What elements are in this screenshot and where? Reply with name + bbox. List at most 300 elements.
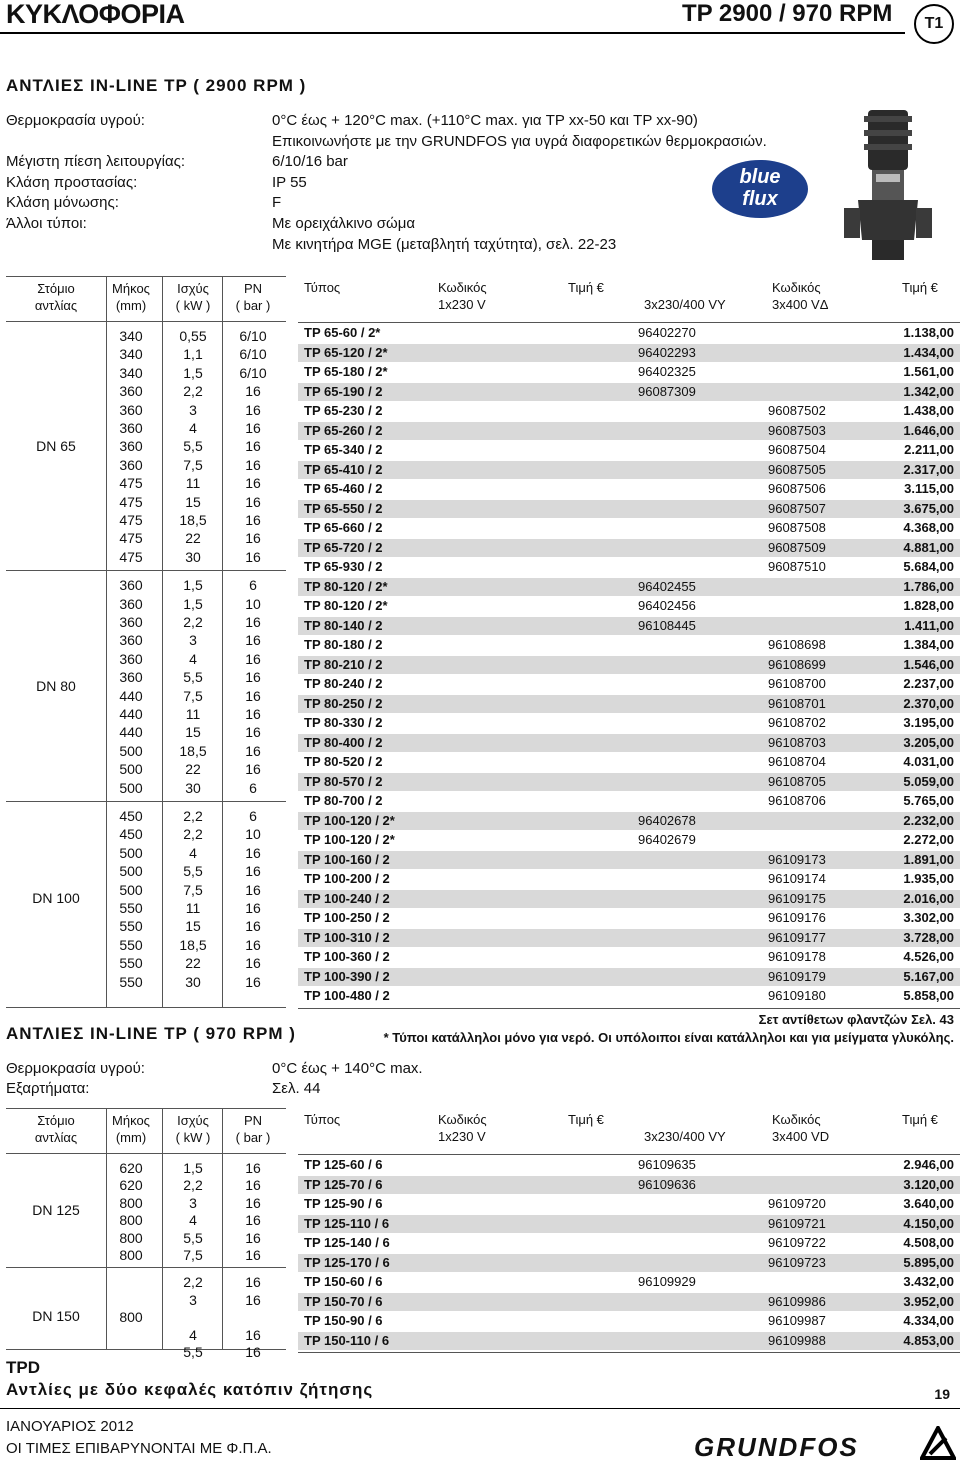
header-line1: Τιμή € (568, 1112, 604, 1127)
pn-cell: 6 (249, 808, 257, 824)
product-type: TP 80-240 / 2 (304, 676, 383, 691)
header-line2: (mm) (115, 298, 147, 313)
header-line1: Τιμή € (902, 1112, 938, 1127)
product-type: TP 65-550 / 2 (304, 500, 383, 516)
header-line2 (304, 1128, 340, 1145)
header-line1: Στόμιο (37, 281, 75, 296)
spec-value: F (272, 194, 282, 212)
power-cell: 3 (189, 401, 197, 418)
product-row (298, 422, 960, 440)
price: 3.432,00 (903, 1274, 954, 1289)
spec-value: 0°C έως + 140°C max. (272, 1060, 423, 1077)
product-row (298, 1176, 960, 1194)
price-table-970 (298, 1108, 960, 1348)
price: 4.150,00 (903, 1215, 954, 1231)
price: 5.684,00 (903, 559, 954, 574)
product-type: TP 80-120 / 2* (304, 598, 388, 613)
table-row (6, 382, 286, 400)
length-cell: 360 (119, 420, 143, 436)
code-3x400: 96087503 (768, 422, 826, 438)
price: 5.895,00 (903, 1254, 954, 1270)
product-row (298, 812, 960, 830)
product-row (298, 792, 960, 810)
price: 1.434,00 (903, 344, 954, 360)
header-cell (106, 1112, 156, 1146)
pn-cell: 16 (245, 705, 261, 722)
length-cell: 360 (119, 650, 143, 667)
product-row (298, 1293, 960, 1311)
table-header (6, 1109, 286, 1147)
badge-line1: blue (739, 166, 781, 188)
header-cell (304, 279, 340, 313)
product-type: TP 65-60 / 2* (304, 325, 381, 340)
power-cell: 15 (185, 493, 201, 510)
code-3x400: 96108702 (768, 715, 826, 730)
table-row (6, 807, 286, 825)
pn-cell: 16 (245, 456, 261, 473)
pn-cell: 16 (245, 900, 261, 916)
table-row (6, 687, 286, 705)
group-name: DN 150 (32, 1307, 80, 1324)
header-line2 (568, 1128, 604, 1145)
length-cell: 450 (119, 826, 143, 843)
table-row (6, 474, 286, 492)
power-cell: 4 (189, 420, 197, 436)
code-3x400: 96108706 (768, 793, 826, 808)
length-cell: 800 (119, 1229, 143, 1246)
code-3x400: 96109173 (768, 851, 826, 867)
power-cell: 4 (189, 1326, 197, 1343)
table-row (6, 1291, 286, 1309)
power-cell: 30 (185, 779, 201, 796)
length-cell: 450 (119, 808, 143, 824)
pn-cell: 16 (245, 475, 261, 492)
price: 5.765,00 (903, 793, 954, 808)
product-type: TP 100-200 / 2 (304, 871, 390, 886)
product-type: TP 125-140 / 6 (304, 1235, 390, 1250)
product-row (298, 1234, 960, 1252)
power-cell: 5,5 (183, 438, 203, 455)
product-row (298, 480, 960, 498)
table-row (6, 899, 286, 917)
table-row (6, 345, 286, 363)
table-row (6, 1326, 286, 1344)
price: 1.828,00 (903, 598, 954, 613)
table-row (6, 1194, 286, 1212)
price: 3.728,00 (903, 929, 954, 945)
code-1x230: 96402456 (638, 598, 696, 613)
table-header (298, 276, 960, 314)
header-line2: ( bar ) (235, 298, 271, 313)
product-row (298, 656, 960, 674)
product-row (298, 636, 960, 654)
table-row (6, 613, 286, 631)
price: 4.526,00 (903, 949, 954, 964)
spec-value: IP 55 (272, 173, 307, 191)
table-header (298, 1108, 960, 1146)
length-cell: 475 (119, 548, 143, 565)
product-row (298, 773, 960, 791)
code-3x400: 96109180 (768, 988, 826, 1003)
table-row (6, 1211, 286, 1229)
product-type: TP 80-180 / 2 (304, 637, 383, 652)
group-name: DN 80 (36, 677, 76, 694)
header-left-title: ΚΥΚΛΟΦΟΡΙΑ (6, 0, 185, 29)
product-row (298, 597, 960, 615)
table-row (6, 973, 286, 991)
badge-line2: flux (742, 188, 778, 210)
header-cell (438, 279, 487, 313)
length-cell: 500 (119, 863, 143, 880)
product-row (298, 870, 960, 888)
product-row (298, 987, 960, 1005)
power-cell: 1,5 (183, 364, 203, 381)
header-line2: 3x400 VΔ (772, 297, 829, 312)
product-row (298, 695, 960, 713)
price: 1.342,00 (903, 383, 954, 399)
group-name: DN 100 (32, 890, 80, 906)
price: 1.138,00 (903, 325, 954, 340)
header-line2 (304, 296, 340, 313)
pn-cell: 16 (245, 1291, 261, 1308)
section1-title: ΑΝΤΛΙΕΣ IN-LINE TP ( 2900 RPM ) (6, 76, 307, 95)
code-3x400: 96109988 (768, 1332, 826, 1348)
length-cell: 440 (119, 724, 143, 741)
power-cell: 15 (185, 918, 201, 935)
spec-value: Σελ. 44 (272, 1080, 321, 1097)
product-row (298, 1273, 960, 1291)
spec-value: Επικοινωνήστε με την GRUNDFOS για υγρά διαφορετικών θερμοκρασιών. (272, 132, 767, 150)
product-type: TP 100-360 / 2 (304, 949, 390, 964)
spec-table-970 (6, 1108, 286, 1360)
pn-cell: 16 (245, 613, 261, 630)
table-row (6, 493, 286, 511)
product-row (298, 344, 960, 362)
table-row (6, 1246, 286, 1264)
length-cell: 500 (119, 742, 143, 759)
code-3x400: 96108698 (768, 637, 826, 652)
code-3x400: 96087510 (768, 559, 826, 574)
product-type: TP 80-250 / 2 (304, 695, 383, 711)
pn-cell: 16 (245, 724, 261, 741)
price: 4.508,00 (903, 1235, 954, 1250)
product-type: TP 100-390 / 2 (304, 968, 390, 984)
header-line1 (644, 1111, 726, 1128)
length-cell: 360 (119, 669, 143, 686)
header-line1: Μήκος (112, 281, 150, 296)
table-row (6, 705, 286, 723)
code-1x230: 96109636 (638, 1176, 696, 1192)
header-cell (644, 279, 726, 313)
product-type: TP 100-310 / 2 (304, 929, 390, 945)
product-row (298, 734, 960, 752)
header-line1: Τύπος (304, 1112, 341, 1127)
header-line2 (902, 1128, 938, 1145)
pn-cell: 16 (245, 1160, 261, 1176)
pn-cell: 16 (245, 548, 261, 565)
row-group (6, 321, 286, 571)
grundfos-mark-icon (920, 1426, 956, 1460)
power-cell: 22 (185, 530, 201, 547)
price: 5.059,00 (903, 773, 954, 789)
table-row (6, 760, 286, 778)
length-cell: 475 (119, 475, 143, 492)
product-row (298, 1332, 960, 1350)
pn-cell: 16 (245, 383, 261, 400)
product-type: TP 65-930 / 2 (304, 559, 383, 574)
length-cell: 360 (119, 383, 143, 400)
length-cell: 340 (119, 346, 143, 363)
header-line1: Κωδικός (438, 1112, 487, 1127)
header-cell (772, 279, 828, 313)
power-cell: 7,5 (183, 881, 203, 898)
table-row (6, 779, 286, 797)
code-3x400: 96087509 (768, 539, 826, 555)
price: 2.946,00 (903, 1157, 954, 1172)
power-cell: 2,2 (183, 613, 203, 630)
power-cell: 5,5 (183, 863, 203, 880)
power-cell: 18,5 (179, 742, 207, 759)
length-cell: 550 (119, 973, 143, 990)
spec-value: Με κινητήρα MGE (μεταβλητή ταχύτητα), σελ. 22-23 (272, 235, 617, 253)
pn-cell: 16 (245, 844, 261, 861)
product-type: TP 150-60 / 6 (304, 1274, 383, 1289)
product-type: TP 80-140 / 2 (304, 617, 383, 633)
code-3x400: 96087502 (768, 403, 826, 418)
header-cell (772, 1111, 829, 1145)
spec-label: Άλλοι τύποι: (6, 215, 87, 232)
code-3x400: 96108701 (768, 695, 826, 711)
price: 2.232,00 (903, 812, 954, 828)
power-cell: 3 (189, 632, 197, 649)
spec-label: Εξαρτήματα: (6, 1080, 90, 1097)
header-line1: Ισχύς (177, 1113, 209, 1128)
spec-label: Κλάση προστασίας: (6, 173, 138, 191)
power-cell: 30 (185, 548, 201, 565)
spec-value: Με ορειχάλκινο σώμα (272, 215, 416, 232)
product-row (298, 753, 960, 771)
code-3x400: 96109179 (768, 968, 826, 984)
pn-cell: 16 (245, 493, 261, 510)
table-row (6, 936, 286, 954)
product-row (298, 851, 960, 869)
header-line2: ( kW ) (175, 1130, 211, 1145)
power-cell: 2,2 (183, 1274, 203, 1291)
price: 4.368,00 (903, 520, 954, 535)
product-row (298, 1215, 960, 1233)
table-row (6, 844, 286, 862)
power-cell: 5,5 (183, 1229, 203, 1246)
price: 1.384,00 (903, 637, 954, 652)
length-cell: 620 (119, 1160, 143, 1176)
product-type: TP 100-160 / 2 (304, 851, 390, 867)
power-cell: 1,1 (183, 346, 203, 363)
product-type: TP 80-120 / 2* (304, 578, 388, 594)
header-line2: αντλίας (34, 1130, 78, 1145)
product-type: TP 125-170 / 6 (304, 1254, 390, 1270)
header-cell (644, 1111, 726, 1145)
length-cell: 360 (119, 613, 143, 630)
header-cell (902, 279, 938, 313)
table-row (6, 576, 286, 594)
product-type: TP 65-720 / 2 (304, 539, 383, 555)
power-cell: 1,5 (183, 595, 203, 612)
code-1x230: 96109929 (638, 1274, 696, 1289)
header-line2: ( kW ) (175, 298, 211, 313)
pn-cell: 16 (245, 669, 261, 686)
pn-cell: 16 (245, 512, 261, 528)
header-line2: ( bar ) (235, 1130, 271, 1145)
product-type: TP 150-90 / 6 (304, 1313, 383, 1328)
code-3x400: 96108699 (768, 656, 826, 672)
price: 3.120,00 (903, 1176, 954, 1192)
footer-date: ΙΑΝΟΥΑΡΙΟΣ 2012 (6, 1418, 134, 1435)
product-type: TP 100-480 / 2 (304, 988, 390, 1003)
power-cell: 2,2 (183, 808, 203, 824)
header-cell (568, 279, 604, 313)
length-cell: 360 (119, 401, 143, 418)
code-3x400: 96109174 (768, 871, 826, 886)
code-3x400: 96109723 (768, 1254, 826, 1270)
price: 3.115,00 (904, 481, 954, 496)
table-row (6, 364, 286, 382)
price: 1.546,00 (903, 656, 954, 672)
table-row (6, 917, 286, 935)
length-cell: 800 (119, 1247, 143, 1263)
pn-cell: 16 (245, 687, 261, 704)
price: 3.302,00 (903, 910, 954, 925)
code-3x400: 96087506 (768, 481, 826, 496)
product-type: TP 80-330 / 2 (304, 715, 383, 730)
pn-cell: 16 (245, 742, 261, 759)
price: 4.031,00 (903, 754, 954, 769)
spec-value: 6/10/16 bar (272, 153, 348, 171)
code-1x230: 96108445 (638, 617, 696, 633)
row-group (6, 1153, 286, 1268)
table-row (6, 1308, 286, 1326)
product-type: TP 65-190 / 2 (304, 383, 383, 399)
price: 4.881,00 (903, 539, 954, 555)
header-cell (168, 1112, 218, 1146)
length-cell: 550 (119, 900, 143, 916)
product-type: TP 80-400 / 2 (304, 734, 383, 750)
table-body (298, 322, 960, 1009)
product-row (298, 890, 960, 908)
pn-cell: 6/10 (239, 328, 267, 344)
length-cell: 360 (119, 595, 143, 612)
product-type: TP 150-110 / 6 (304, 1332, 390, 1348)
header-cell (568, 1111, 604, 1145)
length-cell: 500 (119, 844, 143, 861)
price: 2.370,00 (903, 695, 954, 711)
price: 2.016,00 (903, 890, 954, 906)
pn-cell: 16 (245, 936, 261, 953)
pn-cell: 16 (245, 881, 261, 898)
price: 2.317,00 (903, 461, 954, 477)
price: 1.411,00 (904, 617, 954, 633)
product-row (298, 929, 960, 947)
power-cell: 5,5 (183, 669, 203, 686)
table-row (6, 595, 286, 613)
code-3x400: 96109176 (768, 910, 826, 925)
product-type: TP 65-660 / 2 (304, 520, 383, 535)
product-type: TP 65-260 / 2 (304, 422, 383, 438)
length-cell: 550 (119, 936, 143, 953)
product-row (298, 402, 960, 420)
header-line1: Κωδικός (438, 280, 487, 295)
spec-label: Θερμοκρασία υγρού: (6, 112, 145, 129)
code-3x400: 96087507 (768, 500, 826, 516)
tpd-subtitle: Αντλίες με δύο κεφαλές κατόπιν ζήτησης (6, 1380, 374, 1399)
header-cell (902, 1111, 938, 1145)
code-3x400: 96087504 (768, 442, 826, 457)
header-cell (228, 1112, 278, 1146)
product-row (298, 1195, 960, 1213)
group-name: DN 125 (32, 1202, 80, 1219)
table-row (6, 401, 286, 419)
header-line2: 3x230/400 VY (644, 1129, 726, 1144)
pn-cell: 6/10 (239, 364, 267, 381)
product-row (298, 578, 960, 596)
header-line2 (902, 296, 938, 313)
table-row (6, 1229, 286, 1247)
table-row (6, 327, 286, 345)
product-type: TP 100-120 / 2* (304, 812, 395, 828)
length-cell: 475 (119, 493, 143, 510)
product-type: TP 80-520 / 2 (304, 754, 383, 769)
pn-cell: 16 (245, 1212, 261, 1229)
product-row (298, 714, 960, 732)
product-row (298, 500, 960, 518)
code-3x400: 96109177 (768, 929, 826, 945)
product-row (298, 909, 960, 927)
section-tab-icon: T1 (914, 4, 954, 44)
code-3x400: 96109721 (768, 1215, 826, 1231)
code-1x230: 96402455 (638, 578, 696, 594)
spec-table-2900 (6, 276, 286, 1008)
header-line1 (644, 279, 726, 296)
code-1x230: 96402325 (638, 364, 696, 379)
code-1x230: 96402293 (638, 344, 696, 360)
pn-cell: 16 (245, 1274, 261, 1291)
table-row (6, 1273, 286, 1291)
code-3x400: 96108703 (768, 734, 826, 750)
table-body (298, 1154, 960, 1353)
power-cell: 1,5 (183, 577, 203, 594)
header-line2: (mm) (115, 1130, 147, 1145)
header-cell (6, 280, 106, 314)
product-row (298, 324, 960, 342)
power-cell: 4 (189, 1212, 197, 1229)
product-type: TP 100-240 / 2 (304, 890, 390, 906)
product-type: TP 100-120 / 2* (304, 832, 395, 847)
power-cell: 0,55 (179, 328, 207, 344)
product-type: TP 80-210 / 2 (304, 656, 383, 672)
code-3x400: 96109720 (768, 1196, 826, 1211)
row-group (6, 1267, 286, 1365)
spec-value: 0°C έως + 120°C max. (+110°C max. για TP xx-50 και TP xx-90) (272, 112, 698, 129)
product-row (298, 519, 960, 537)
product-row (298, 539, 960, 557)
length-cell: 500 (119, 779, 143, 796)
pn-cell: 16 (245, 1194, 261, 1211)
header-line2: 3x400 VD (772, 1129, 830, 1144)
length-cell: 360 (119, 632, 143, 649)
code-3x400: 96109987 (768, 1313, 826, 1328)
product-type: TP 65-460 / 2 (304, 481, 383, 496)
table-row (6, 668, 286, 686)
length-cell: 360 (119, 456, 143, 473)
